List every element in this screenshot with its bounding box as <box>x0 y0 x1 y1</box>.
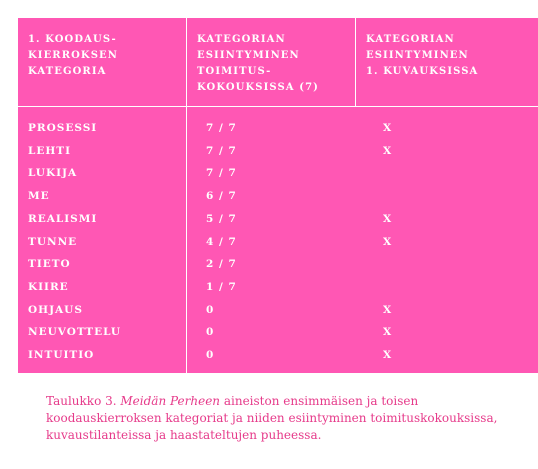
header-divider <box>18 106 538 107</box>
row-meeting-count: 0 <box>206 303 215 316</box>
row-meeting-count: 1 / 7 <box>206 280 237 293</box>
table-row <box>18 167 538 185</box>
table-row <box>18 326 538 344</box>
row-category: REALISMI <box>28 212 98 225</box>
row-meeting-count: 7 / 7 <box>206 144 237 157</box>
row-shooting-mark: X <box>383 326 393 339</box>
caption-text: aineiston ensimmäisen ja toisen koodauskierroksen kategoriat ja niiden esiintyminen toimituskokouksissa, kuvaustilanteissa ja haastateltujen puheessa. <box>46 394 498 442</box>
table-caption <box>46 393 526 444</box>
caption-prefix: Taulukko 3. <box>46 394 117 408</box>
data-table <box>18 18 538 373</box>
table-row <box>18 258 538 276</box>
table-row <box>18 190 538 208</box>
row-meeting-count: 2 / 7 <box>206 258 237 271</box>
table-row <box>18 145 538 163</box>
column-divider <box>355 18 356 107</box>
row-meeting-count: 0 <box>206 326 215 339</box>
table-row <box>18 122 538 140</box>
table-row <box>18 213 538 231</box>
header-shootings: KATEGORIAN ESIINTYMINEN 1. KUVAUKSISSA <box>366 34 479 77</box>
row-shooting-mark: X <box>383 122 393 134</box>
caption-title: Meidän Perheen <box>120 394 221 408</box>
row-shooting-mark: X <box>383 144 393 157</box>
row-category: TIETO <box>28 258 71 271</box>
row-category: LEHTI <box>28 144 72 157</box>
row-meeting-count: 0 <box>206 349 215 361</box>
row-shooting-mark: X <box>383 212 393 225</box>
row-meeting-count: 7 / 7 <box>206 122 237 134</box>
row-category: INTUITIO <box>28 349 95 361</box>
row-shooting-mark: X <box>383 349 393 361</box>
row-meeting-count: 7 / 7 <box>206 167 237 180</box>
row-category: TUNNE <box>28 235 78 248</box>
table-row <box>18 349 538 367</box>
row-category: PROSESSI <box>28 122 98 134</box>
table-row <box>18 304 538 322</box>
row-shooting-mark: X <box>383 235 393 248</box>
header-category: 1. KOODAUS- KIERROKSEN KATEGORIA <box>28 34 118 77</box>
row-category: OHJAUS <box>28 303 83 316</box>
row-meeting-count: 6 / 7 <box>206 190 237 203</box>
row-category: ME <box>28 190 50 203</box>
row-category: KIIRE <box>28 280 69 293</box>
header-meetings: KATEGORIAN ESIINTYMINEN TOIMITUS- KOKOUKSISSA (7) <box>197 34 319 93</box>
row-shooting-mark: X <box>383 303 393 316</box>
table-row <box>18 236 538 254</box>
table-row <box>18 281 538 299</box>
row-category: NEUVOTTELU <box>28 326 122 339</box>
row-meeting-count: 5 / 7 <box>206 212 237 225</box>
row-category: LUKIJA <box>28 167 78 180</box>
row-meeting-count: 4 / 7 <box>206 235 237 248</box>
